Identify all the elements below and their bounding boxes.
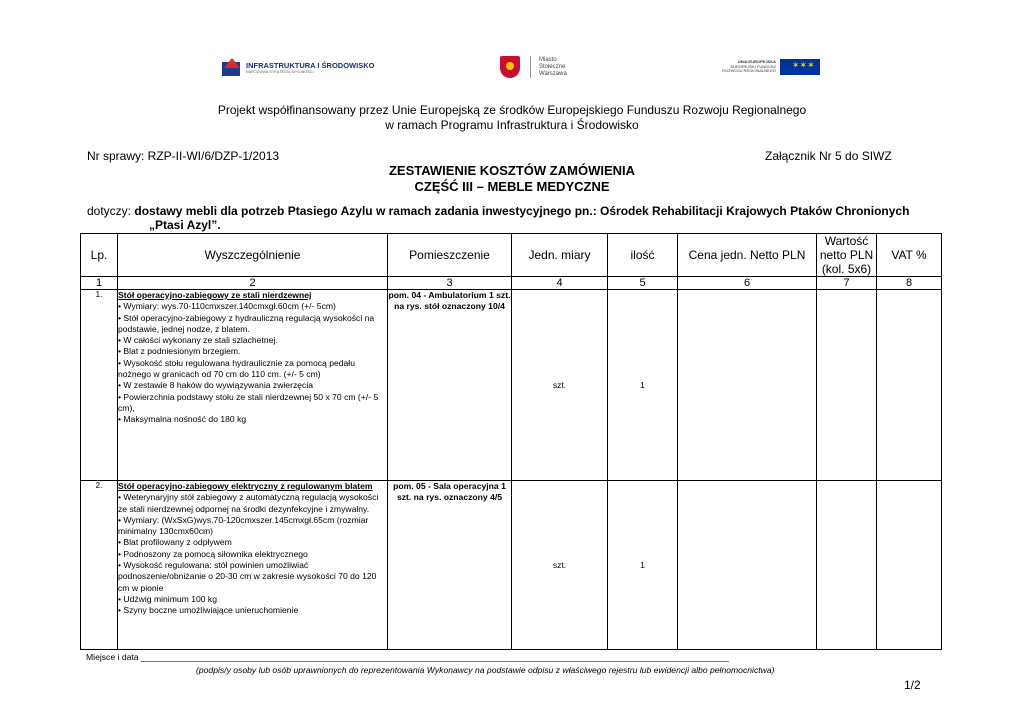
row-unit-price[interactable]	[678, 481, 817, 650]
row-description	[118, 481, 388, 650]
row-lp: 2.	[81, 481, 118, 650]
eu-flag-icon: ✶✶✶	[780, 59, 820, 75]
eu-line-3: ROZWOJU REGIONALNEGO	[722, 68, 776, 74]
warszawa-logo	[500, 54, 600, 80]
document-subtitle: CZĘŚĆ III – MEBLE MEDYCZNE	[414, 179, 610, 194]
row-vat[interactable]	[877, 481, 942, 650]
header-unit-price: Cena jedn. Netto PLN	[678, 234, 817, 277]
warszawa-coat-of-arms-icon	[500, 56, 520, 78]
header-quantity: ilość	[608, 234, 678, 277]
row-net-value[interactable]	[817, 290, 877, 481]
attachment-label: Załącznik Nr 5 do SIWZ	[765, 149, 892, 163]
spec-line: • Wymiary: (WxSxG)wys.70-120cmxszer.145cmxgł.65cm (rozmiar minimalny 130cmx60cm)	[118, 514, 369, 537]
row-lp: 1.	[81, 290, 118, 481]
cofinancing-line-1: Projekt współfinansowany przez Unie Europejską ze środków Europejskiego Funduszu Rozwoju Regionalnego	[217, 103, 807, 117]
eu-line-1: UNIA EUROPEJSKA	[737, 59, 776, 65]
spec-line: • Weterynaryjny stół zabiegowy z automatyczną regulacją wysokości ze stali nierdzewnej odpornej na środki dezynfekcyjne i zmywalny.	[118, 492, 379, 514]
city-line-3: Warszawa	[539, 70, 567, 77]
row-description	[118, 290, 388, 481]
row-unit: szt.	[512, 290, 608, 481]
row-room: pom. 05 - Sala operacyjna 1 szt. na rys. oznaczony 4/5	[388, 481, 512, 650]
col-number: 8	[877, 277, 942, 290]
document-title: ZESTAWIENIE KOSZTÓW ZAMÓWIENIA	[388, 163, 636, 178]
col-number: 4	[512, 277, 608, 290]
concerns-label: dotyczy:	[87, 204, 135, 218]
column-number-row	[81, 277, 942, 290]
infrastruktura-logo	[222, 58, 402, 78]
col-number: 5	[608, 277, 678, 290]
header-net-value: Wartość netto PLN (kol. 5x6)	[817, 234, 877, 277]
page-number: 1/2	[904, 678, 921, 692]
city-line-1: Miasto	[539, 56, 557, 63]
spec-line: • W zestawie 8 haków do wywiązywania zwierzęcia	[118, 380, 314, 391]
row-unit: szt.	[512, 481, 608, 650]
eu-line-2: EUROPEJSKI FUNDUSZ	[730, 63, 776, 69]
concerns-line	[87, 204, 947, 218]
header-room: Pomieszczenie	[388, 234, 512, 277]
row-unit-price[interactable]	[678, 290, 817, 481]
spec-line: • W całości wykonany ze stali szlachetnej.	[118, 335, 278, 346]
spec-line: • Wymiary: wys.70-110cmxszer.140cmxgł.60cm (+/- 5cm)	[118, 301, 336, 312]
spec-line: • Powierzchnia podstawy stołu ze stali nierdzewnej 50 x 70 cm (+/- 5 cm),	[118, 391, 379, 413]
col-number: 3	[388, 277, 512, 290]
spec-line: • Wysokość stołu regulowana hydraulicznie za pomocą pedału nożnego w granicach od 70 cm do 110 cm. (+/- 5 cm)	[118, 357, 355, 380]
place-date-line: Miejsce i data ___________________________________________________________________________________________________________________________	[86, 652, 729, 662]
header-description: Wyszczególnienie	[118, 234, 388, 277]
header-unit: Jedn. miary	[512, 234, 608, 277]
eu-logo	[706, 58, 824, 76]
spec-line: • Szyny boczne umożliwiające unieruchomienie	[118, 605, 299, 616]
row-room: pom. 04 - Ambulatorium 1 szt. na rys. stół oznaczony 10/4	[388, 290, 512, 481]
case-number: Nr sprawy: RZP-II-WI/6/DZP-1/2013	[87, 149, 280, 163]
col-number: 1	[81, 277, 118, 290]
row-quantity: 1	[608, 481, 678, 650]
infrastruktura-logo-sub: NARODOWA STRATEGIA SPÓJNOŚCI	[246, 70, 314, 74]
spec-line: • Blat profilowany z odpływem	[118, 537, 232, 548]
col-number: 7	[817, 277, 877, 290]
cofinancing-line-2: w ramach Programu Infrastruktura i Środowisko	[385, 118, 639, 132]
concerns-text: dostawy mebli dla potrzeb Ptasiego Azylu w ramach zadania inwestycyjnego pn.: Ośrodek Rehabilitacji Krajowych Ptaków Chronionych	[134, 204, 910, 218]
spec-line: • Blat z podniesionym brzegiem.	[118, 346, 241, 357]
table-header-row	[81, 234, 942, 277]
item-heading: Stół operacyjno-zabiegowy elektryczny z regulowanym blatem	[118, 481, 373, 491]
row-vat[interactable]	[877, 290, 942, 481]
row-quantity: 1	[608, 290, 678, 481]
signature-note: (podpis/y osoby lub osób uprawnionych do reprezentowania Wykonawcy na podstawie odpisu z właściwego rejestru lub ewidencji albo pełnomocnictwa)	[196, 665, 775, 675]
spec-line: • Podnoszony za pomocą siłownika elektrycznego	[118, 548, 308, 559]
header-lp: Lp.	[81, 234, 118, 277]
spec-line: • Maksymalna nośność do 180 kg	[118, 414, 247, 425]
cost-table	[80, 233, 942, 650]
city-line-2: Stołeczne	[539, 63, 566, 70]
spec-line: • Stół operacyjno-zabiegowy z hydrauliczną regulacją wysokości na podstawie, jednej nodze, z blatem.	[118, 312, 375, 334]
spec-line: • Wysokość regulowana: stół powinien umożliwiać podnoszenie/obniżanie o 20-30 cm w zakresie wysokości 70 do 120 cm w pionie	[118, 560, 377, 593]
concerns-line-2: „Ptasi Azyl”.	[149, 218, 221, 232]
spec-line: • Udźwig minimum 100 kg	[118, 593, 218, 604]
infrastruktura-logo-name: INFRASTRUKTURA I ŚRODOWISKO	[246, 61, 375, 70]
col-number: 6	[678, 277, 817, 290]
row-net-value[interactable]	[817, 481, 877, 650]
col-number: 2	[118, 277, 388, 290]
table-row	[81, 481, 942, 650]
item-heading: Stół operacyjno-zabiegowy ze stali nierdzewnej	[118, 290, 312, 300]
table-row	[81, 290, 942, 481]
infrastruktura-emblem-icon	[222, 58, 242, 78]
header-vat: VAT %	[877, 234, 942, 277]
